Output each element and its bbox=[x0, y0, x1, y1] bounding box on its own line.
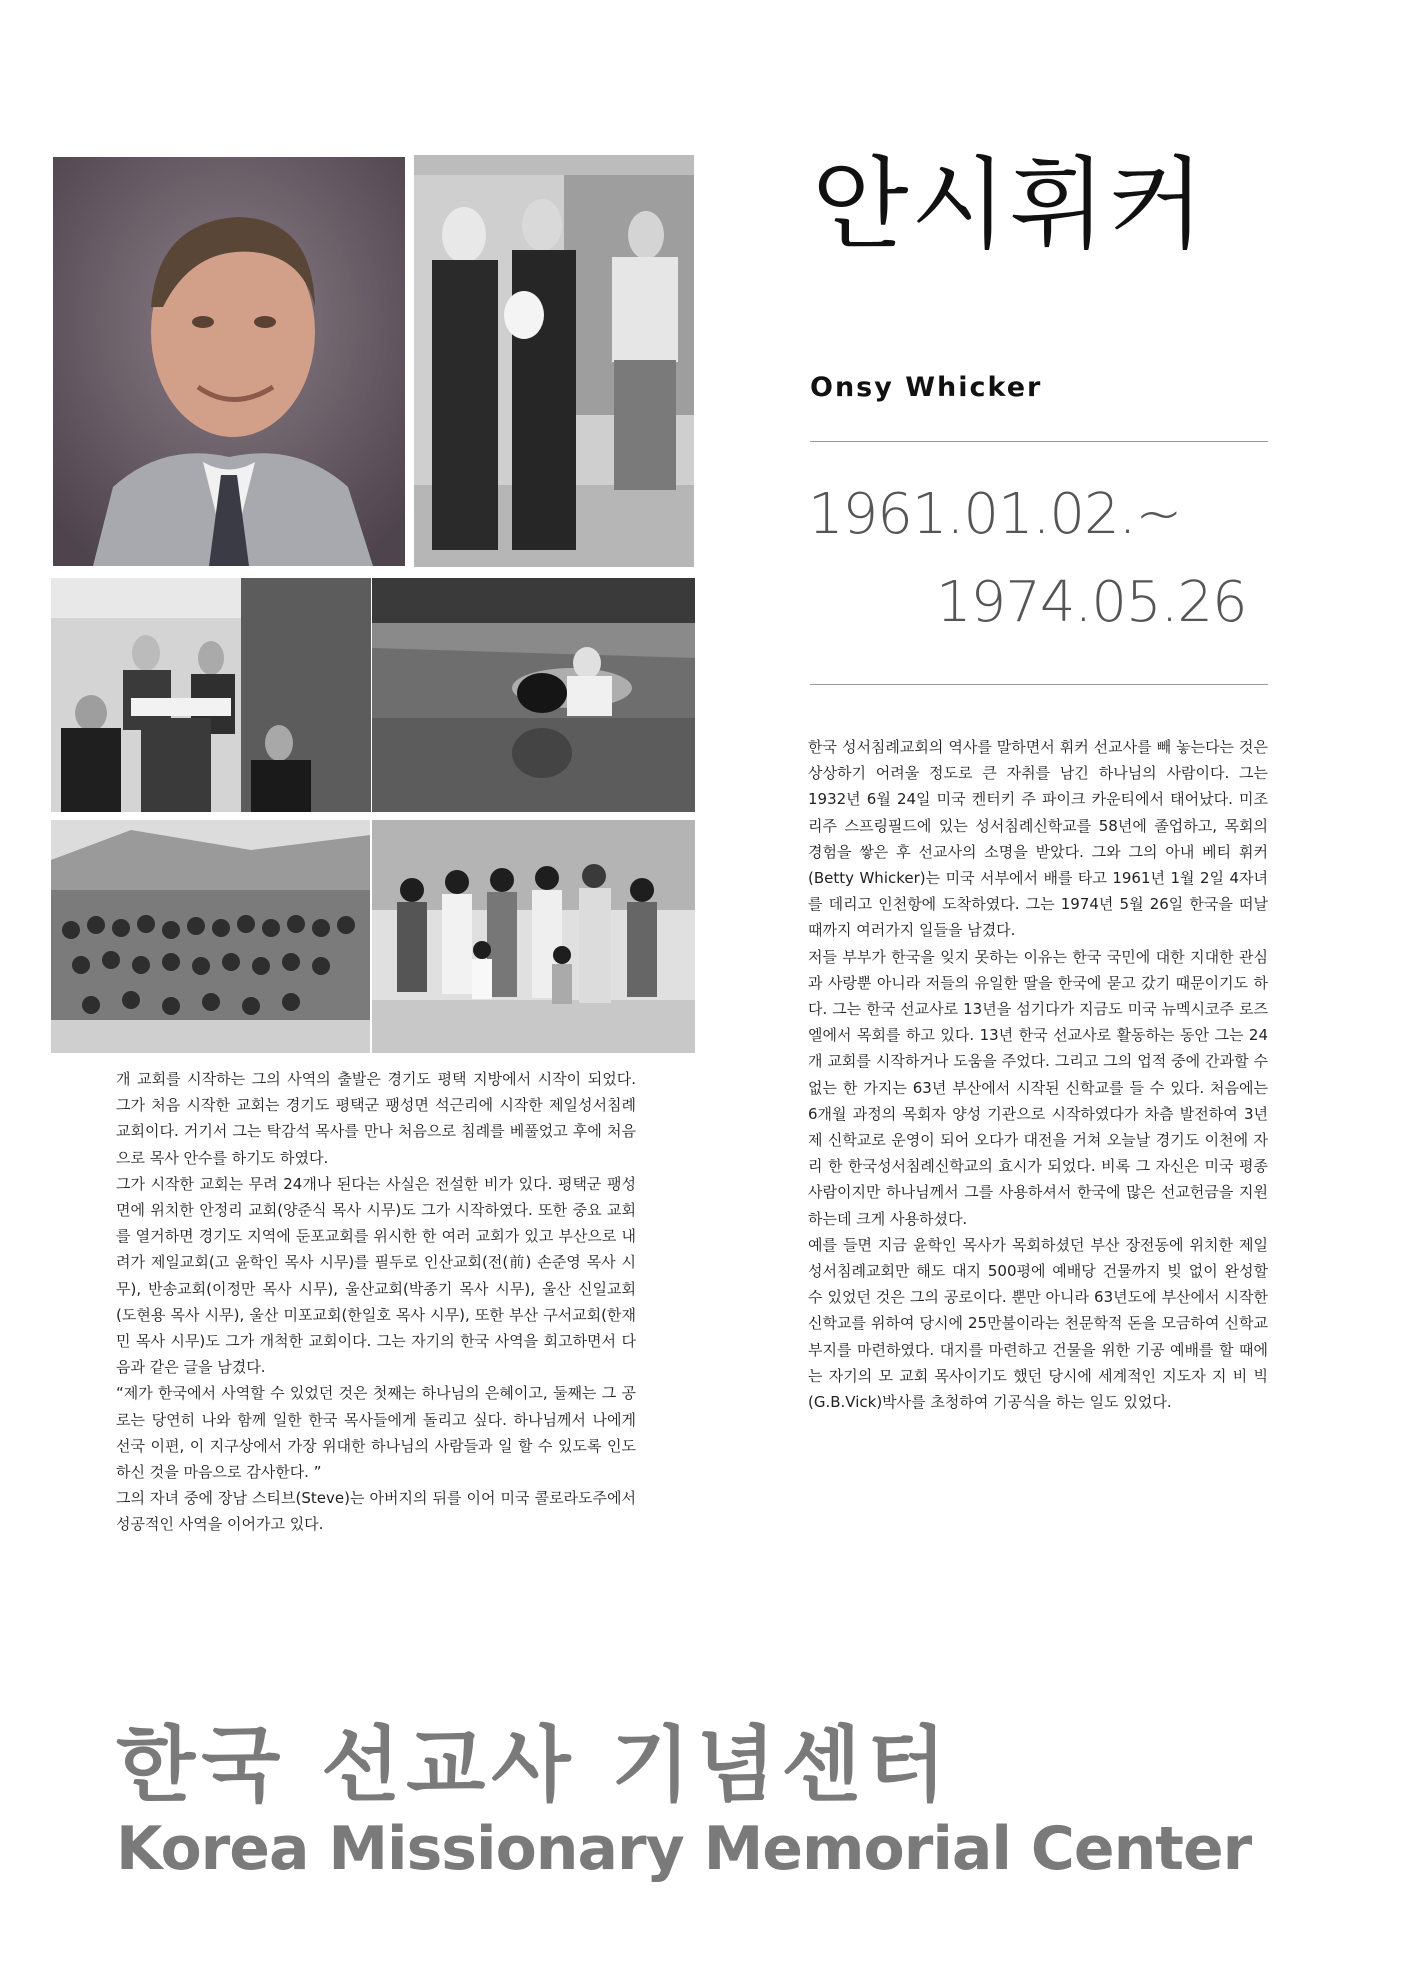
center-name-english: Korea Missionary Memorial Center bbox=[116, 1814, 1252, 1884]
center-name-korean: 한국 선교사 기념센터 bbox=[116, 1718, 953, 1813]
church-children-photo bbox=[51, 820, 370, 1053]
date-end: 1974.05.26 bbox=[936, 570, 1247, 635]
biography-right-column bbox=[808, 734, 1268, 1415]
title-english: Onsy Whicker bbox=[810, 372, 1043, 403]
divider bbox=[810, 684, 1268, 685]
paragraph: 한국 성서침례교회의 역사를 말하면서 휘커 선교사를 빼 놓는다는 것은 상상하기 어려울 정도로 큰 자취를 남긴 하나님의 사람이다. 그는 1932년 6월 24일 미국 켄터키 주 파이크 카운티에서 태어났다. 미조리주 스프링필드에 있는 성서침례신학교를 58년에 졸업하고, 목회의 경험을 쌓은 후 선교사의 소명을 받았다. 그와 그의 아내 베티 휘커(Betty Whicker)는 미국 서부에서 배를 타고 1961년 1월 2일 4자녀를 데리고 인천항에 도착하였다. 그는 1974년 5월 26일 한국을 떠날 때까지 여러가지 일들을 남겼다. bbox=[808, 738, 1268, 940]
title-korean: 안시휘커 bbox=[812, 146, 1207, 263]
family-photo bbox=[414, 155, 694, 567]
paragraph: 개 교회를 시작하는 그의 사역의 출발은 경기도 평택 지방에서 시작이 되었다. 그가 처음 시작한 교회는 경기도 평택군 팽성면 석근리에 시작한 제일성서침례교회이다. 거기서 그는 탁감석 목사를 만나 처음으로 침례를 베풀었고 후에 처음으로 목사 안수를 하기도 하였다. bbox=[116, 1070, 636, 1167]
paragraph: 저들 부부가 한국을 잊지 못하는 이유는 한국 국민에 대한 지대한 관심과 사랑뿐 아니라 저들의 유일한 딸을 한국에 묻고 갔기 때문이기도 하다. 그는 한국 선교사로 13년을 섬기다가 지금도 미국 뉴멕시코주 로즈엘에서 목회를 하고 있다. 13년 한국 선교사로 활동하는 동안 그는 24개 교회를 시작하거나 도움을 주었다. 그리고 그의 업적 중에 간과할 수 없는 한 가지는 63년 부산에서 시작된 신학교를 들 수 있다. 처음에는 6개월 과정의 목회자 양성 기관으로 시작하였다가 차츰 발전하여 3년제 신학교로 운영이 되어 오다가 대전을 거쳐 오늘날 경기도 이천에 자리 한 한국성서침례신학교의 효시가 되었다. 비록 그 자신은 미국 평종사람이지만 하나님께서 그를 사용하셔서 한국에 많은 선교헌금을 지원하는데 크게 사용하셨다. bbox=[808, 947, 1268, 1228]
paragraph: 그가 시작한 교회는 무려 24개나 된다는 사실은 전설한 비가 있다. 평택군 팽성면에 위치한 안정리 교회(양준식 목사 시무)도 그가 시작하였다. 또한 중요 교회를 열거하면 경기도 지역에 둔포교회를 위시한 한 여러 교회가 있고 부산으로 내려가 제일교회(고 윤학인 목사 시무)를 필두로 인산교회(전(前) 손준영 목사 시무), 반송교회(이정만 목사 시무), 울산교회(박종기 목사 시무), 울산 신일교회(도현용 목사 시무), 울산 미포교회(한일호 목사 시무), 또한 부산 구서교회(한재민 목사 시무)도 그가 개척한 교회이다. 그는 자기의 한국 사역을 회고하면서 다음과 같은 글을 남겼다. bbox=[116, 1174, 636, 1377]
paragraph: 예를 들면 지금 윤학인 목사가 목회하셨던 부산 장전동에 위치한 제일성서침례교회만 해도 대지 500평에 예배당 건물까지 빚 없이 완성할 수 있었던 것은 그의 공로이다. 뿐만 아니라 63년도에 부산에서 시작한 신학교를 위하여 당시에 25만불이라는 천문학적 돈을 모금하여 신학교 부지를 마련하였다. 대지를 마련하고 건물을 위한 기공 예배를 할 때에는 자기의 모 교회 목사이기도 했던 당시에 세계적인 지도자 지 비 빅(G.B.Vick)박사를 초청하여 기공식을 하는 일도 있었다. bbox=[808, 1235, 1268, 1412]
divider bbox=[810, 441, 1268, 442]
preaching-photo bbox=[51, 578, 371, 812]
date-start: 1961.01.02.~ bbox=[808, 482, 1182, 547]
baptism-photo bbox=[372, 578, 695, 812]
quote-paragraph: “제가 한국에서 사역할 수 있었던 것은 첫째는 하나님의 은혜이고, 둘째는 그 공로는 당연히 나와 함께 일한 한국 목사들에게 돌리고 싶다. 하나님께서 나에게 선국 이편, 이 지구상에서 가장 위대한 하나님의 사람들과 일 할 수 있도록 인도하신 것을 마음으로 감사한다. ” bbox=[116, 1384, 636, 1482]
women-group-photo bbox=[372, 820, 695, 1053]
paragraph: 그의 자녀 중에 장남 스티브(Steve)는 아버지의 뒤를 이어 미국 콜로라도주에서 성공적인 사역을 이어가고 있다. bbox=[116, 1489, 636, 1534]
portrait-photo bbox=[53, 157, 405, 566]
biography-left-column bbox=[116, 1066, 636, 1538]
